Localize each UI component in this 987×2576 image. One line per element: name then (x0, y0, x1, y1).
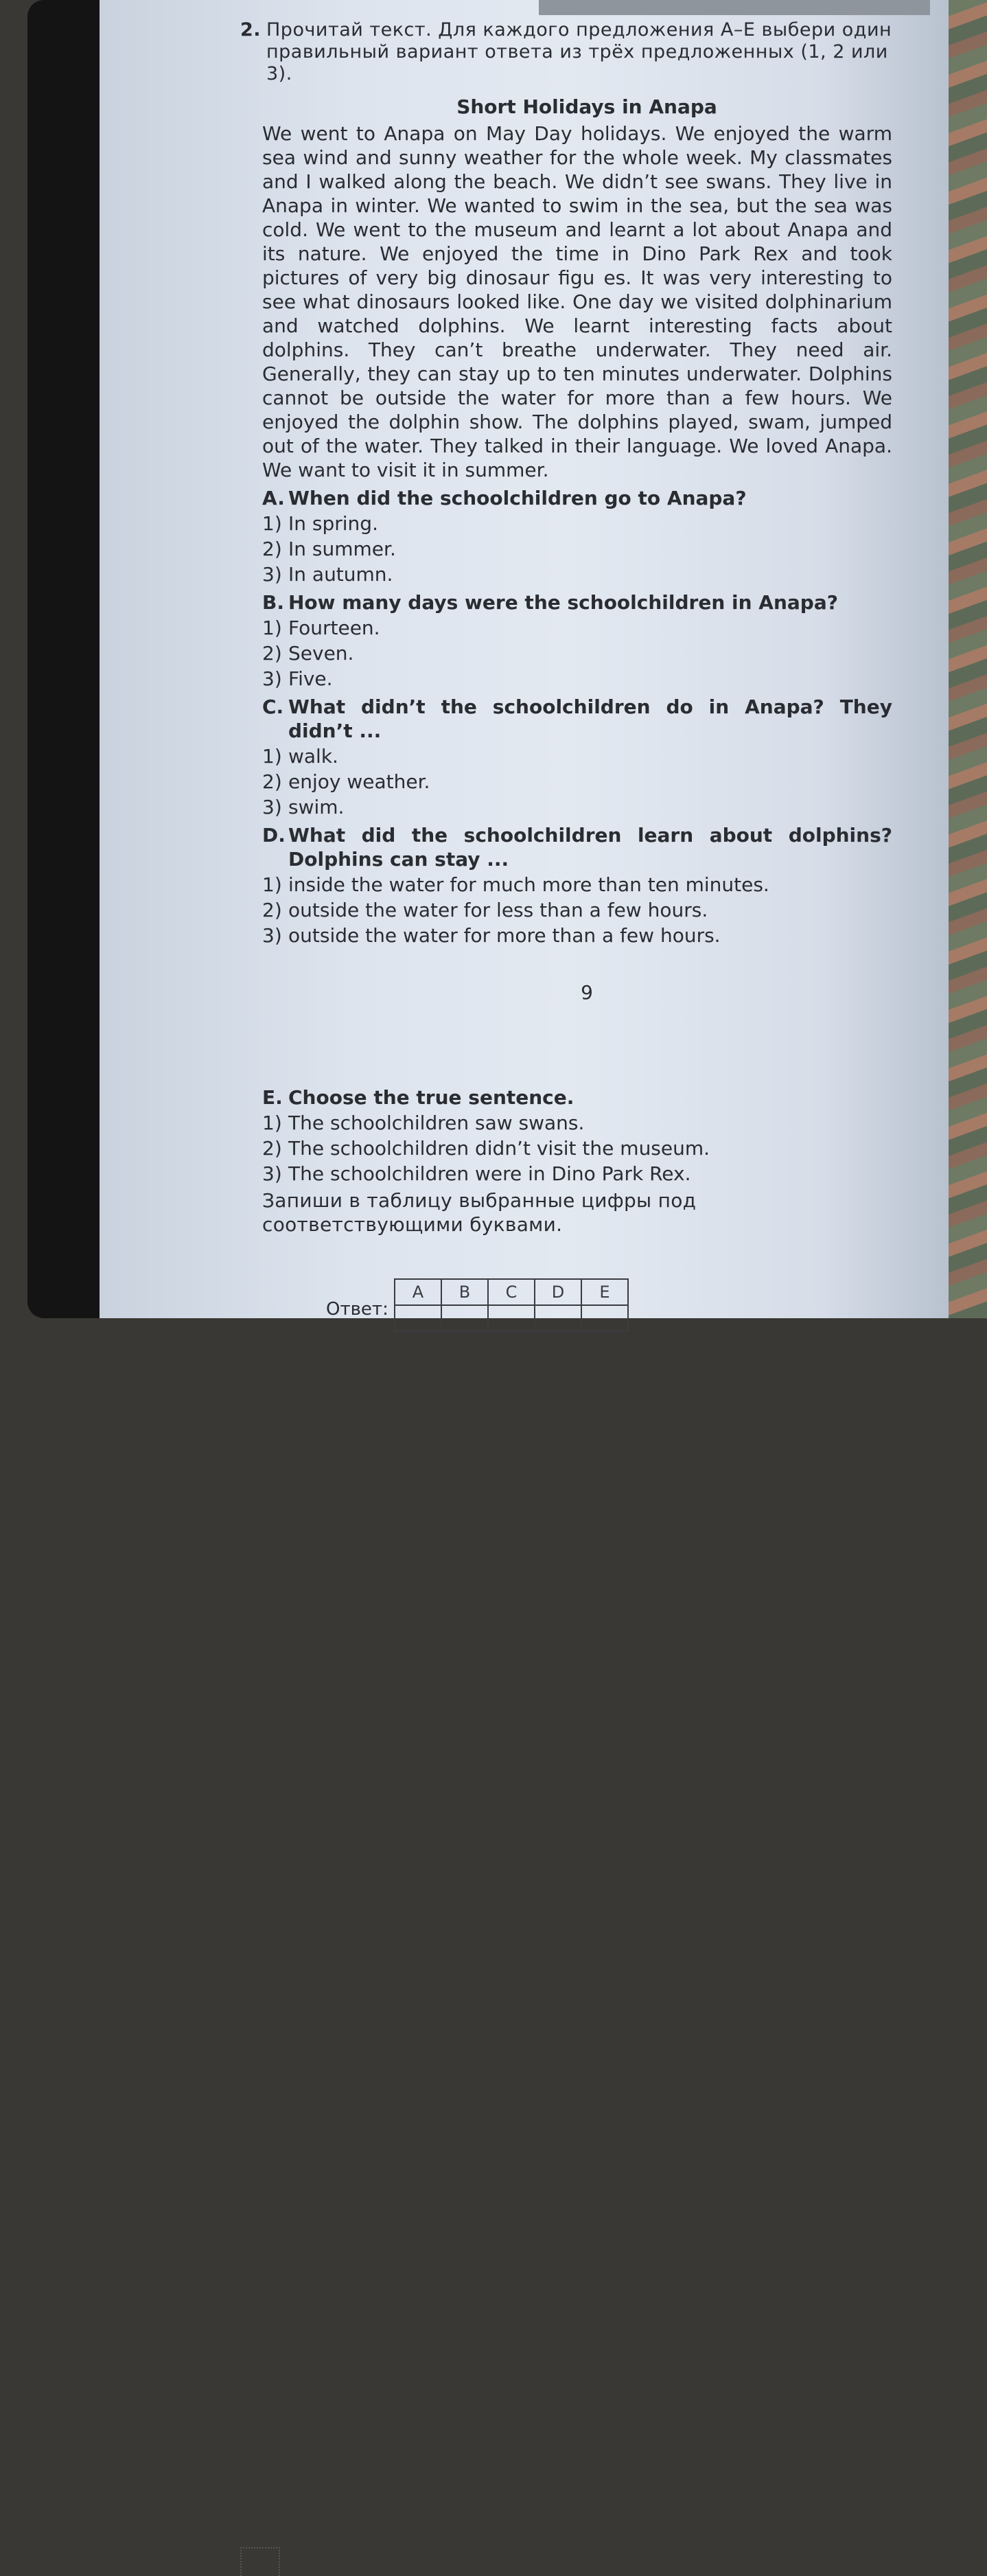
option-text: enjoy weather. (288, 770, 430, 793)
table-row (395, 1305, 628, 1331)
answer-column-header: D (535, 1279, 581, 1305)
answer-label: Ответ: (326, 1299, 388, 1320)
option-number: 2) (262, 899, 282, 921)
option-number: 1) (262, 617, 282, 639)
answer-cell[interactable] (535, 1305, 581, 1331)
question-heading (262, 695, 892, 743)
phone-frame (27, 0, 933, 1318)
question-text: What didn’t the schoolchildren do in Anapa? They didn’t ... (288, 695, 892, 742)
option-text: Five. (288, 667, 333, 690)
answer-option (262, 744, 892, 768)
question-heading (262, 1085, 892, 1109)
option-text: Fourteen. (288, 617, 380, 639)
screen (100, 0, 949, 1318)
question-letter: C. (262, 695, 284, 718)
option-text: inside the water for much more than ten minutes. (288, 873, 769, 896)
answer-table (394, 1278, 629, 1332)
question-text: When did the schoolchildren go to Anapa? (288, 487, 747, 509)
question-a (240, 486, 892, 586)
option-number: 3) (262, 667, 282, 690)
option-text: The schoolchildren didn’t visit the museum. (288, 1137, 710, 1160)
answer-option (262, 562, 892, 586)
option-text: outside the water for less than a few hours. (288, 899, 708, 921)
task-text: Прочитай текст. Для каждого предложения A–E выбери один правильный вариант ответа из трёх предложенных (1, 2 или 3). (266, 19, 892, 84)
answer-option (262, 641, 892, 665)
question-b (240, 590, 892, 691)
question-c (240, 695, 892, 819)
answer-column-header: A (395, 1279, 441, 1305)
option-text: swim. (288, 796, 345, 818)
answer-column-header: E (581, 1279, 628, 1305)
question-text: Choose the true sentence. (288, 1086, 574, 1109)
option-number: 2) (262, 642, 282, 665)
option-number: 2) (262, 1137, 282, 1160)
question-heading (262, 590, 892, 614)
answer-cell[interactable] (395, 1305, 441, 1331)
task-instruction (240, 19, 892, 85)
option-number: 1) (262, 745, 282, 768)
document-content (240, 19, 892, 1237)
passage-text: We went to Anapa on May Day holidays. We enjoyed the warm sea wind and sunny weather for the whole week. My classmates and I walked along the beach. We didn’t see swans. They live in Anapa in winter. We wanted to swim in the sea, but the sea was cold. We went to the museum and learnt a lot about Anapa and its nature. We enjoyed the time in Dino Park Rex and took pictures of very big dinosaur figu es. It was very interesting to see what dinosaurs looked like. One day we visited dolphinarium and watched dolphins. We learnt interesting facts about dolphins. They can’t breathe underwater. They need air. Generally, they can stay up to ten minutes underwater. Dolphins cannot be outside the water for more than a few hours. We enjoyed the dolphin show. The dolphins played, swam, jumped out of the water. They talked in their language. We loved Anapa. We want to visit it in summer. (262, 122, 892, 481)
option-number: 1) (262, 512, 282, 535)
option-number: 1) (262, 1112, 282, 1134)
answer-option (262, 537, 892, 561)
table-row (395, 1279, 628, 1305)
answer-option (262, 511, 892, 536)
answer-option (262, 616, 892, 640)
question-heading (262, 823, 892, 871)
answer-option (262, 770, 892, 794)
option-number: 2) (262, 770, 282, 793)
option-text: outside the water for more than a few hours. (288, 924, 721, 947)
option-number: 3) (262, 796, 282, 818)
passage-title: Short Holidays in Anapa (456, 95, 717, 118)
answer-option (262, 1111, 892, 1135)
answer-cell[interactable] (441, 1305, 488, 1331)
answer-option (262, 923, 892, 947)
page-number: 9 (581, 981, 593, 1004)
question-letter: E. (262, 1086, 283, 1109)
option-text: Seven. (288, 642, 354, 665)
answer-option (262, 795, 892, 819)
task-number: 2. (240, 19, 262, 41)
question-text: How many days were the schoolchildren in Anapa? (288, 591, 838, 614)
question-letter: A. (262, 487, 285, 509)
answer-option (262, 667, 892, 691)
answer-column-header: C (488, 1279, 535, 1305)
option-text: In summer. (288, 538, 396, 560)
question-heading (262, 486, 892, 510)
answer-option (262, 898, 892, 922)
table-instruction: Запиши в таблицу выбранные цифры под соответствующими буквами. (262, 1189, 697, 1236)
option-number: 1) (262, 873, 282, 896)
question-letter: B. (262, 591, 284, 614)
option-number: 3) (262, 1162, 282, 1185)
answer-column-header: B (441, 1279, 488, 1305)
option-text: In spring. (288, 512, 378, 535)
dotted-box (240, 2547, 280, 2576)
answer-section (240, 1255, 892, 1318)
answer-cell[interactable] (488, 1305, 535, 1331)
option-number: 3) (262, 563, 282, 586)
question-text: What did the schoolchildren learn about dolphins? Dolphins can stay ... (288, 824, 892, 871)
answer-option (262, 1136, 892, 1160)
option-number: 3) (262, 924, 282, 947)
question-e (240, 1085, 892, 1186)
answer-option (262, 873, 892, 897)
option-number: 2) (262, 538, 282, 560)
option-text: walk. (288, 745, 338, 768)
question-letter: D. (262, 824, 286, 847)
option-text: The schoolchildren saw swans. (288, 1112, 585, 1134)
option-text: In autumn. (288, 563, 393, 586)
answer-option (262, 1162, 892, 1186)
top-bar (539, 0, 930, 15)
answer-cell[interactable] (581, 1305, 628, 1331)
option-text: The schoolchildren were in Dino Park Rex. (288, 1162, 691, 1185)
question-d (240, 823, 892, 947)
